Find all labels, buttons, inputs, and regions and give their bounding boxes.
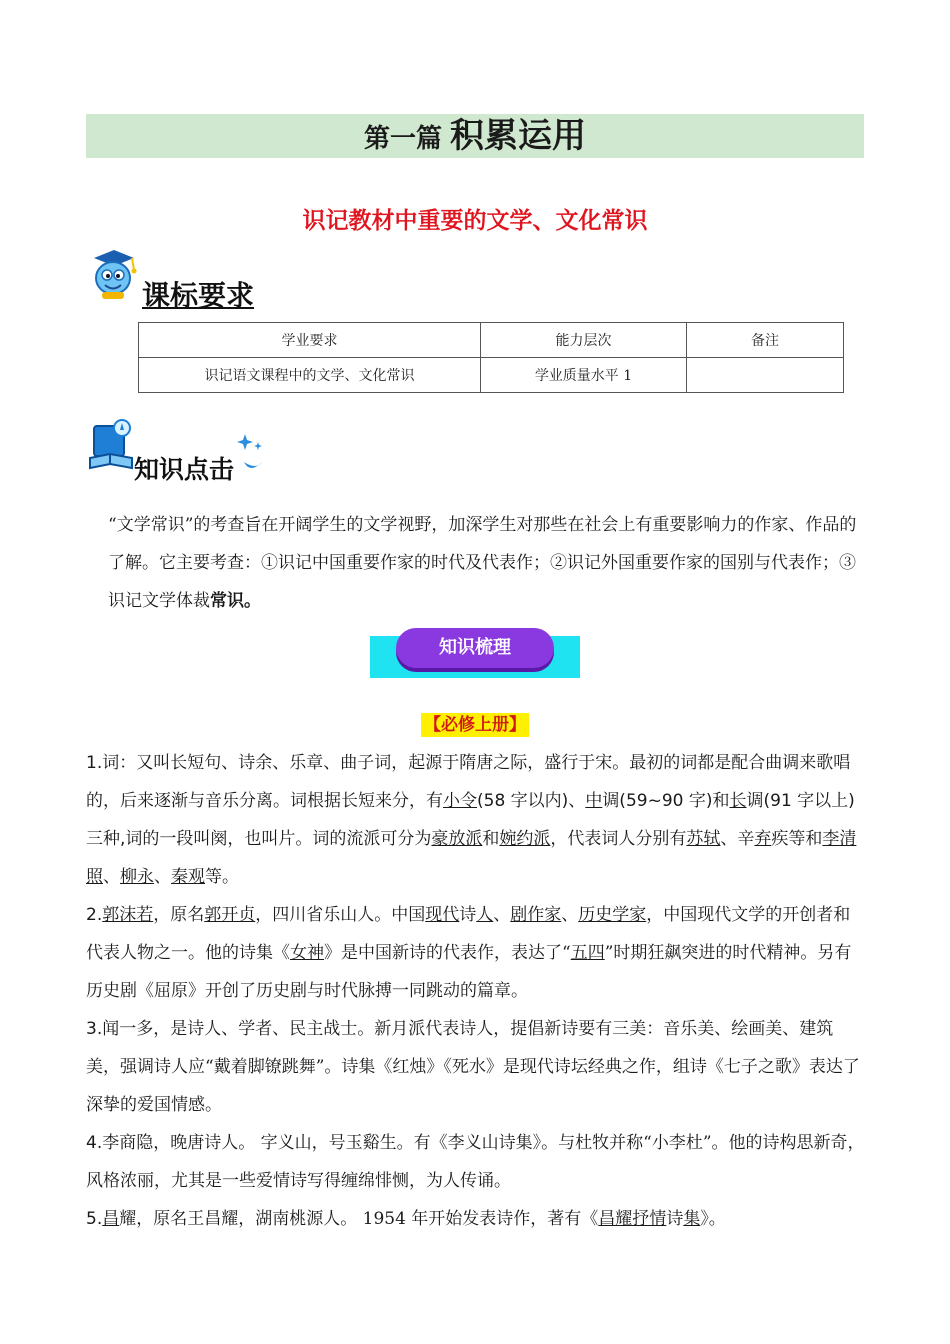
table-header-cell: 学业要求 (139, 323, 481, 358)
underlined-term: 婉约派 (499, 829, 551, 849)
underlined-term: 弃 (754, 829, 772, 849)
underlined-term: 女神 (290, 943, 324, 963)
list-item (86, 1200, 866, 1238)
underlined-term: 剧作家 (510, 905, 562, 925)
table-cell: 学业质量水平 1 (481, 358, 687, 393)
chapter-title: 积累运用 (450, 116, 586, 156)
knowledge-badge (370, 628, 580, 678)
table-cell: 识记语文课程中的文学、文化常识 (139, 358, 481, 393)
underlined-term: 秦观 (171, 867, 205, 887)
underlined-term: 历史学家 (578, 905, 647, 925)
underlined-term: 五四 (570, 943, 605, 963)
table-row (139, 358, 844, 393)
item-text: (58 字以内)、 (477, 791, 586, 811)
volume-tag-text: 【必修上册】 (421, 713, 529, 737)
book-icon (88, 418, 138, 474)
item-text: 、 (103, 867, 120, 887)
item-text: 》。 (700, 1209, 726, 1229)
underlined-term: 中 (585, 791, 603, 811)
item-text: 、 (493, 905, 511, 925)
intro-text: “文学常识”的考查旨在开阔学生的文学视野，加深学生对那些在社会上有重要影响力的作家、作品的了解。它主要考查：①识记中国重要作家的时代及代表作；②识记外国重要作家的国别与代表作；③识记文学体裁 (108, 515, 857, 611)
table-cell (687, 358, 844, 393)
sparkle-icon (236, 432, 266, 474)
item-text: 、 (561, 905, 579, 925)
item-text: 诗 (666, 1209, 684, 1229)
item-text: 闻一多，是诗人、学者、民主战士。新月派代表诗人，提倡新诗要有三美：音乐美、绘画美、建筑美，强调诗人应“戴着脚镣跳舞”。诗集《红烛》《死水》是现代诗坛经典之作，组诗《七子之歌》表达了深挚的爱国情感。 (86, 1019, 860, 1115)
underlined-term: 长 (729, 791, 747, 811)
list-item (86, 1010, 866, 1124)
list-item (86, 744, 866, 896)
table-header-row (139, 323, 844, 358)
item-number: 2. (86, 905, 103, 925)
underlined-term: 现代 (425, 905, 460, 925)
table-header-cell: 备注 (687, 323, 844, 358)
underlined-term: 豪放派 (431, 829, 483, 849)
volume-tag (0, 710, 950, 735)
underlined-term: 郭沫若 (102, 905, 154, 925)
item-text: 、 (154, 867, 171, 887)
item-text: ，代表词人分别有 (550, 829, 687, 849)
item-text: 诗 (459, 905, 477, 925)
knowledge-list (86, 744, 866, 1238)
item-text: 和 (482, 829, 500, 849)
section-title-knowledge: 知识点击 (134, 455, 235, 484)
underlined-term: 李清照 (86, 829, 857, 887)
underlined-term: 人 (476, 905, 494, 925)
underlined-term: 昌 (102, 1209, 120, 1229)
intro-bold-tail: 常识。 (210, 591, 261, 611)
list-item (86, 896, 866, 1010)
item-text: ，四川省乐山人。中国 (255, 905, 426, 925)
requirements-table (138, 322, 844, 393)
table-header-cell: 能力层次 (481, 323, 687, 358)
item-number: 5. (86, 1209, 103, 1229)
item-number: 1. (86, 753, 103, 773)
item-number: 4. (86, 1133, 103, 1153)
item-text: 等。 (205, 867, 239, 887)
underlined-term: 郭开贞 (204, 905, 256, 925)
item-text: 调(91 字以上)三种,词的一段叫阕，也叫片。词的流派可分为 (86, 791, 855, 849)
underlined-term: 苏轼 (686, 829, 721, 849)
underlined-term: 昌耀抒情 (598, 1209, 667, 1229)
item-text: 调(59~90 字)和 (602, 791, 730, 811)
item-text: 词：又叫长短句、诗余、乐章、曲子词，起源于隋唐之际，盛行于宋。最初的词都是配合曲调来歌唱的，后来逐渐与音乐分离。词根据长短来分，有 (86, 753, 851, 811)
item-text: 耀，原名王昌耀，湖南桃源人。 1954 年开始发表诗作，著有《 (119, 1209, 599, 1229)
item-text: 李商隐，晚唐诗人。 字义山，号玉谿生。有《李义山诗集》。与杜牧并称“小李杜”。他的诗构思新奇，风格浓丽，尤其是一些爱情诗写得缠绵悱恻，为人传诵。 (86, 1133, 865, 1191)
item-text: ，原名 (153, 905, 205, 925)
item-text: 疾等和 (771, 829, 823, 849)
item-text: ，中国现代文学的开创者和代表人物之一。他的诗集《 (86, 905, 851, 963)
section-title-curriculum: 课标要求 (142, 279, 255, 312)
underlined-term: 集 (683, 1209, 701, 1229)
item-number: 3. (86, 1019, 103, 1039)
item-text: 、辛 (720, 829, 755, 849)
mascot-icon (88, 248, 138, 300)
item-text: ”时期狂飙突进的时代精神。另有历史剧《屈原》开创了历史剧与时代脉搏一同跳动的篇章。 (86, 943, 852, 1001)
chapter-prefix: 第一篇 (363, 124, 442, 154)
chapter-banner (86, 114, 864, 158)
underlined-term: 小令 (443, 791, 477, 811)
item-text: 》是中国新诗的代表作，表达了“ (324, 943, 571, 963)
list-item (86, 1124, 866, 1200)
badge-label: 知识梳理 (396, 628, 554, 668)
page-subtitle: 识记教材中重要的文学、文化常识 (302, 208, 648, 234)
underlined-term: 柳永 (120, 867, 154, 887)
intro-paragraph (108, 506, 866, 620)
